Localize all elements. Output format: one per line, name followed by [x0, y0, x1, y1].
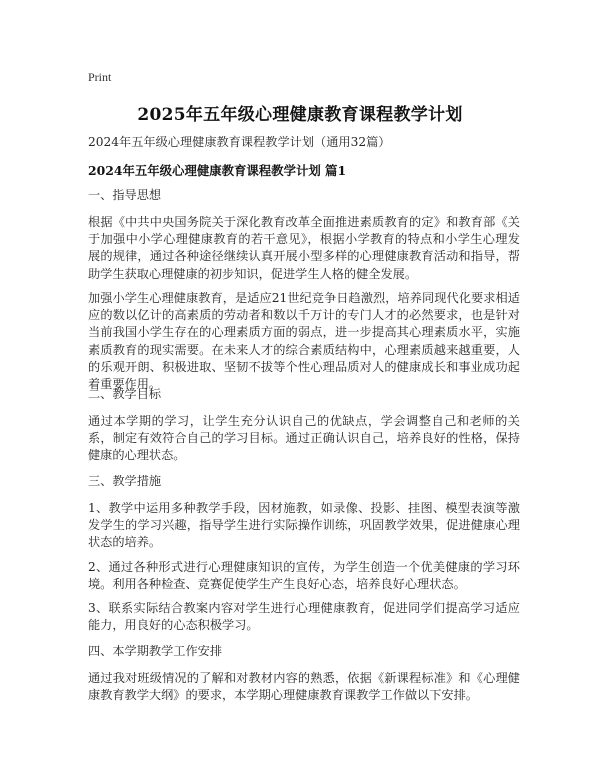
print-link[interactable]: Print: [88, 70, 112, 84]
paragraph-measure-1: [88, 500, 520, 552]
section-title: 2024年五年级心理健康教育课程教学计划 篇1: [88, 163, 347, 178]
heading-teaching-goals: 二、教学目标: [88, 387, 162, 401]
paragraph-text: 通过本学期的学习，让学生充分认识自己的优缺点，学会调整自己和老师的关系，制定有效符合自己的学习目标。通过正确认识自己，培养良好的性格，保持健康的心理状态。: [88, 414, 520, 463]
paragraph-text: 通过我对班级情况的了解和对教材内容的熟悉，依据《新课程标准》和《心理健康教育教学大纲》的要求，本学期心理健康教育课教学工作做以下安排。: [88, 671, 520, 703]
paragraph-measure-2: [88, 559, 520, 593]
paragraph-text: 2、通过各种形式进行心理健康知识的宣传，为学生创造一个优美健康的学习环境。利用各种检查、竞赛促使学生产生良好心态，培养良好心理状态。: [88, 560, 520, 592]
paragraph-text: 3、联系实际结合教案内容对学生进行心理健康教育，促进同学们提高学习适应能力，用良好的心态积极学习。: [88, 601, 520, 633]
paragraph-text: 加强小学生心理健康教育，是适应21世纪竞争日趋激烈，培养同现代化要求相适应的数以亿计的高素质的劳动者和数以千万计的专门人才的必然要求，也是针对当前我国小学生存在的心理素质方面的弱点，进一步提高其心理素质水平，实施素质教育的现实需要。在未来人才的综合素质结构中，心理素质越来越重要，人的乐观开朗、积极进取、坚韧不拔等个性心理品质对人的健康成长和事业成功起着重要作用。: [88, 291, 520, 392]
paragraph-measure-3: [88, 600, 520, 634]
paragraph-work-arrangement: [88, 670, 520, 704]
document-subtitle: 2024年五年级心理健康教育课程教学计划（通用32篇）: [88, 135, 391, 149]
heading-work-arrangement: 四、本学期教学工作安排: [88, 644, 223, 658]
paragraph-guiding-ideology: [88, 214, 520, 283]
paragraph-text: 根据《中共中央国务院关于深化教育改革全面推进素质教育的定》和教育部《关于加强中小学心理健康教育的若干意见》，根据小学教育的特点和小学生心理发展的规律，通过各种途径继续认真开展小型多样的心理健康教育活动和指导，帮助学生获取心理健康的初步知识，促进学生人格的健全发展。: [88, 215, 520, 281]
page-title: 2025年五年级心理健康教育课程教学计划: [137, 105, 463, 125]
heading-teaching-measures: 三、教学措施: [88, 474, 162, 488]
paragraph-importance: [88, 290, 520, 393]
paragraph-text: 1、教学中运用多种教学手段，因材施教，如录像、投影、挂图、模型表演等激发学生的学习兴趣，指导学生进行实际操作训练，巩固教学效果，促进健康心理状态的培养。: [88, 501, 520, 550]
paragraph-teaching-goals: [88, 413, 520, 465]
heading-guiding-ideology: 一、指导思想: [88, 188, 162, 202]
